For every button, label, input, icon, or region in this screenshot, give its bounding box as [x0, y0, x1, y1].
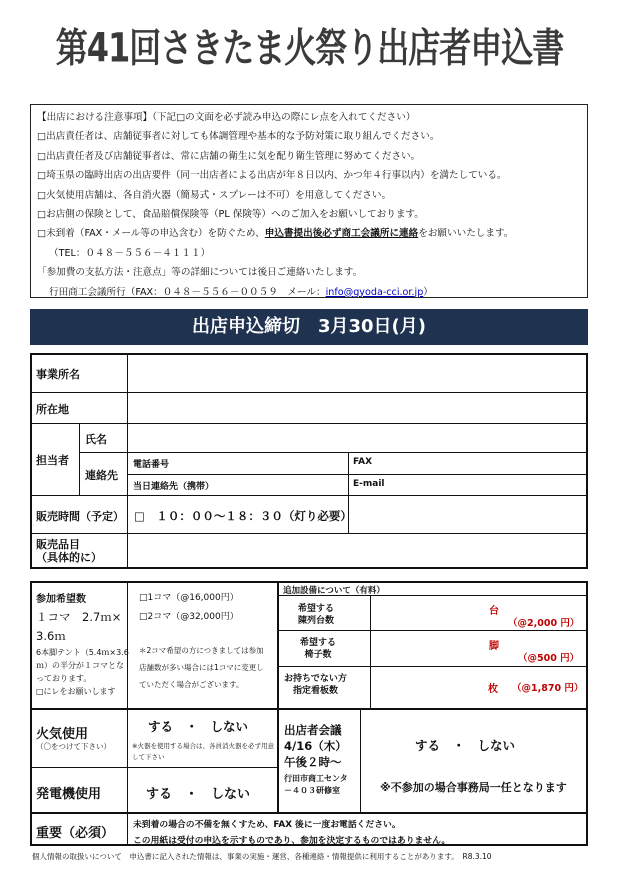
sales-time-checkbox[interactable]: □ １０：００～１８：３０（灯り必要）	[134, 509, 352, 523]
note-item[interactable]: □火気使用店舗は、各自消火器（簡易式・スプレーは不可）を用意してください。	[37, 189, 392, 201]
one-unit-checkbox[interactable]: □1コマ（@16,000円）	[139, 593, 239, 603]
notes-heading: 【出店における注意事項】（下記□の文面を必ず読み申込の際にレ点を入れてください）	[37, 112, 416, 123]
tel-number: （TEL：０４８－５５６－４１１１）	[49, 247, 211, 259]
name-field[interactable]	[130, 425, 584, 450]
privacy-footer: 個人情報の取扱いについて 申込書に記入された情報は、事業の実施・運営、各種連絡・情報提供に利用することがあります。 R8.3.10	[32, 852, 492, 861]
two-unit-note: ＊2コマ希望の方につきましては参加 店舗数が多い場合には1コマに変更し ていただく場合がございます。	[139, 646, 264, 689]
unit-size-line1: １コマ 2.7ｍ×	[36, 610, 122, 624]
sales-time-label: 販売時間（予定）	[36, 510, 124, 523]
day-contact-label[interactable]: 当日連絡先（携帯）	[133, 482, 215, 492]
address-field[interactable]	[130, 394, 584, 421]
participation-label: 参加希望数	[36, 594, 86, 605]
note-item[interactable]: □出店責任者及び店舗従事者は、常に店舗の衛生に気を配り衛生管理に努めてください。	[37, 150, 421, 162]
note-item[interactable]: □未到着（FAX・メール等の申込含む）を防ぐため、申込書提出後必ず商工会議所に連絡をお願いいたします。	[37, 228, 514, 240]
note-item[interactable]: □お店側の保険として、食品賠償保険等（PL 保険等）へのご加入をお願いしております。	[37, 209, 424, 221]
meeting-note: ※不参加の場合事務局一任となります	[380, 781, 567, 794]
meeting-choice[interactable]: する ・ しない	[415, 738, 516, 753]
office-name-field[interactable]	[130, 356, 584, 390]
sign-label: お持ちでない方 指定看板数	[284, 674, 347, 696]
person-in-charge-label: 担当者	[36, 454, 69, 467]
notes-box	[30, 104, 588, 298]
fire-use-note: ※火器を使用する場合は、各員消火器を必ず用意 して下さい	[132, 742, 274, 761]
important-text: 未到着の場合の不備を無くすため、FAX 後に一度お電話ください。 この用紙は受付の申込を示すものであり、参加を決定するものではありません。	[133, 820, 451, 846]
generator-choice[interactable]: する ・ しない	[146, 787, 251, 802]
sales-items-label: 販売品目 （具体的に）	[36, 538, 102, 564]
contact-line: 行田商工会議所行（FAX：０４８－５５６－００５９ メール：info@gyoda-cci.or.jp）	[49, 286, 433, 298]
email-link[interactable]: info@gyoda-cci.or.jp	[325, 286, 424, 298]
chair-price: （@500 円）	[518, 653, 580, 664]
equipment-header: 追加設備について（有料）	[283, 586, 385, 596]
contact-label: 連絡先	[85, 469, 118, 482]
display-table-unit: 台	[489, 606, 499, 617]
meeting-place: 行田市商工センタ －４０３研修室	[284, 774, 348, 795]
fire-use-choice[interactable]: する ・ しない	[148, 719, 249, 734]
chair-unit: 脚	[489, 641, 499, 652]
sign-unit: 枚	[488, 684, 498, 695]
tent-note: 6本脚テント（5.4ｍ×3.6 ｍ）の半分が１コマとな っております。 □にレをお願いします	[36, 648, 129, 696]
fire-use-sub: （〇をつけて下さい）	[36, 742, 111, 751]
fire-use-label: 火気使用	[36, 727, 89, 742]
fax-label[interactable]: FAX	[353, 457, 373, 467]
form-title: 第41回さきたま火祭り出店者申込書	[55, 23, 564, 72]
chair-label: 希望する 椅子数	[300, 638, 337, 660]
unit-size-line2: 3.6ｍ	[36, 629, 66, 643]
sales-items-field[interactable]	[130, 535, 584, 567]
display-table-label: 希望する 陳列台数	[298, 604, 335, 626]
display-table-price: （@2,000 円）	[508, 618, 580, 629]
name-label: 氏名	[85, 433, 107, 446]
note-item[interactable]: □出店責任者は、店舗従事者に対しても体調管理や基本的な予防対策に取り組んでください。	[37, 131, 440, 143]
payment-note: 「参加費の支払方法・注意点」等の詳細については後日ご連絡いたします。	[37, 267, 363, 279]
note-item[interactable]: □埼玉県の臨時出店の出店要件（同一出店者による出店が年８日以内、かつ年４行事以内）を満たしている。	[37, 170, 507, 182]
meeting-info: 出店者会議 4/16（木） 午後２時～	[284, 723, 347, 769]
deadline-banner: 出店申込締切 3月30日(月)	[30, 309, 588, 345]
phone-label[interactable]: 電話番号	[133, 460, 170, 470]
two-unit-checkbox[interactable]: □2コマ（@32,000円）	[139, 612, 239, 622]
email-field-label[interactable]: E-mail	[353, 479, 385, 489]
important-label: 重要（必須）	[36, 826, 115, 841]
contact-requirement: 申込書提出後必ず商工会議所に連絡	[264, 228, 419, 240]
address-label: 所在地	[36, 403, 69, 416]
sign-price: （@1,870 円）	[512, 683, 584, 694]
office-name-label: 事業所名	[36, 368, 80, 381]
generator-label: 発電機使用	[36, 787, 102, 802]
